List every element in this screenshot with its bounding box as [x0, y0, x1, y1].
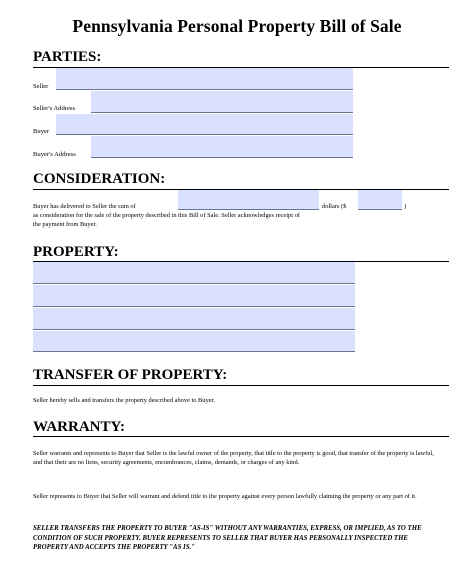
seller-field[interactable] [56, 68, 353, 90]
parties-heading: PARTIES: [33, 49, 102, 65]
property-line-4[interactable] [33, 331, 355, 352]
as-is-statement: SELLER TRANSFERS THE PROPERTY TO BUYER "AS-IS" WITHOUT ANY WARRANTIES, EXPRESS, OR IMPLIED, AS TO THE CONDITION OF SUCH PROPERTY. BUYER REPRESENTS TO SELLER THAT BUYER HAS PERSONALLY INSPECTED THE PROPERTY AND ACCEPTS THE PROPERTY "AS IS." [33, 525, 422, 552]
warranty-heading: WARRANTY: [33, 419, 125, 435]
consideration-line2: as consideration for the sale of the property described in this Bill of Sale. Seller acknowledges receipt of [33, 212, 300, 219]
seller-address-field[interactable] [91, 91, 353, 113]
close-paren: ) [404, 203, 407, 210]
transfer-rule [33, 385, 449, 386]
transfer-heading: TRANSFER OF PROPERTY: [33, 367, 228, 383]
buyer-field[interactable] [56, 114, 353, 135]
property-line-2[interactable] [33, 285, 355, 307]
warranty-paragraph-2: Seller represents to Buyer that Seller will warrant and defend title to the property against every person lawfully claiming the property or any part of it. [33, 493, 417, 500]
consideration-line1-prefix: Buyer has delivered to Seller the sum of [33, 203, 136, 210]
buyer-address-field[interactable] [91, 136, 353, 158]
warranty-paragraph-1: Seller warrants and represents to Buyer that Seller is the lawful owner of the property, that title to the property is good, that transfer of the property is lawful, and that their are no liens, security agreements, encumbrances, claims, demands, or charges of any kind. [33, 450, 434, 466]
seller-label: Seller [33, 83, 49, 90]
amount-number-field[interactable] [358, 190, 402, 210]
consideration-line3: the payment from Buyer. [33, 221, 97, 228]
buyer-label: Buyer [33, 128, 50, 135]
consideration-heading: CONSIDERATION: [33, 171, 166, 187]
property-heading: PROPERTY: [33, 244, 119, 260]
buyer-address-label: Buyer's Address [33, 151, 76, 158]
property-line-1[interactable] [33, 262, 355, 284]
document-title: Pennsylvania Personal Property Bill of Sale [72, 16, 402, 36]
warranty-rule [33, 436, 449, 437]
amount-words-field[interactable] [178, 190, 319, 210]
transfer-text: Seller hereby sells and transfers the property described above to Buyer. [33, 397, 215, 404]
seller-address-label: Seller's Address [33, 105, 76, 112]
property-line-3[interactable] [33, 308, 355, 330]
dollars-label: dollars ($ [322, 203, 347, 210]
